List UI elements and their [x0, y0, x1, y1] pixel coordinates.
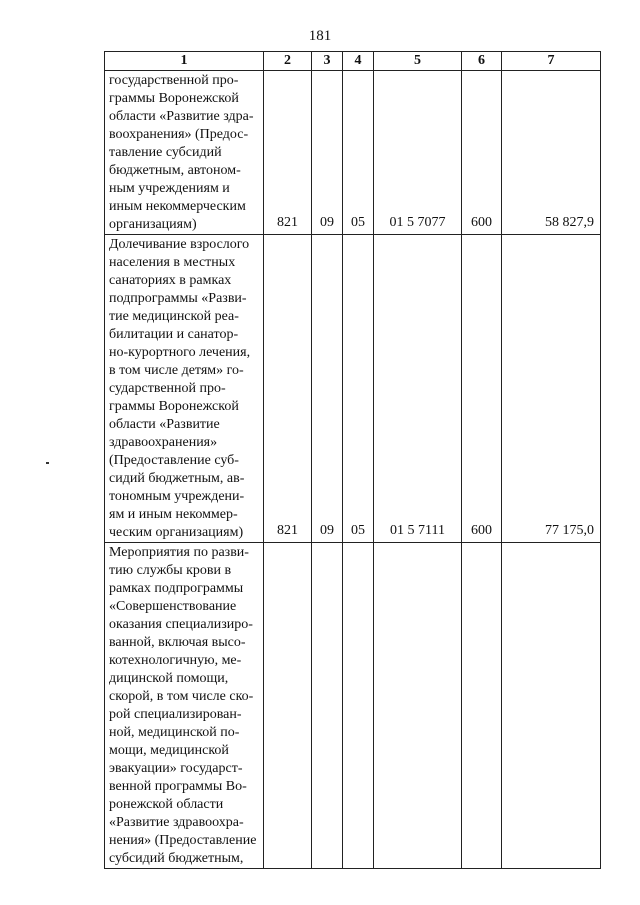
description-line: сидий бюджетным, ав-	[109, 471, 245, 486]
description-line: бюджетным, автоном-	[109, 163, 241, 178]
description-line: иным некоммерческим	[109, 199, 246, 214]
description-line: ям и иным некоммер-	[109, 507, 238, 522]
header-col-6: 6	[462, 52, 502, 71]
row-description	[105, 71, 264, 235]
cell-subsection: 05	[343, 71, 374, 235]
header-row	[105, 52, 601, 71]
cell-section: 09	[312, 235, 343, 543]
page-number: 181	[308, 28, 332, 44]
description-line: санаториях в рамках	[109, 273, 232, 288]
description-line: Долечивание взрослого	[109, 237, 250, 252]
description-line: области «Развитие здра-	[109, 109, 254, 124]
description-line: скорой, в том числе ско-	[109, 689, 254, 704]
scan-speck	[46, 462, 49, 464]
description-line: венной программы Во-	[109, 779, 247, 794]
description-line: Мероприятия по разви-	[109, 545, 249, 560]
description-line: (Предоставление суб-	[109, 453, 239, 468]
description-line: рой специализирован-	[109, 707, 242, 722]
cell-amount: 77 175,0	[502, 235, 601, 543]
description-line: «Совершенствование	[109, 599, 237, 614]
cell-target-article	[374, 543, 462, 869]
table-row	[105, 71, 601, 235]
header-col-4: 4	[343, 52, 374, 71]
budget-table	[104, 51, 601, 869]
description-line: оказания специализиро-	[109, 617, 253, 632]
description-line: мощи, медицинской	[109, 743, 229, 758]
description-line: но-курортного лечения,	[109, 345, 251, 360]
description-line: государственной про-	[109, 73, 239, 88]
cell-expense-type: 600	[462, 235, 502, 543]
description-line: билитации и санатор-	[109, 327, 239, 342]
header-col-5: 5	[374, 52, 462, 71]
description-line: граммы Воронежской	[109, 91, 239, 106]
description-line: эвакуации» государст-	[109, 761, 243, 776]
description-line: в том числе детям» го-	[109, 363, 244, 378]
cell-subsection	[343, 543, 374, 869]
cell-ministry: 821	[264, 71, 312, 235]
description-line: ной, медицинской по-	[109, 725, 240, 740]
description-line: субсидий бюджетным,	[109, 851, 244, 866]
description-line: тавление субсидий	[109, 145, 222, 160]
description-line: тономным учреждени-	[109, 489, 245, 504]
cell-section: 09	[312, 71, 343, 235]
header-col-3: 3	[312, 52, 343, 71]
description-line: котехнологичную, ме-	[109, 653, 242, 668]
row-description	[105, 235, 264, 543]
cell-ministry	[264, 543, 312, 869]
description-line: здравоохранения»	[109, 435, 218, 450]
cell-target-article: 01 5 7111	[374, 235, 462, 543]
header-col-2: 2	[264, 52, 312, 71]
header-col-1: 1	[105, 52, 264, 71]
description-line: ронежской области	[109, 797, 224, 812]
description-line: сударственной про-	[109, 381, 226, 396]
cell-expense-type	[462, 543, 502, 869]
row-description	[105, 543, 264, 869]
description-line: рамках подпрограммы	[109, 581, 244, 596]
table-row	[105, 235, 601, 543]
description-line: граммы Воронежской	[109, 399, 239, 414]
description-line: ческим организациям)	[109, 525, 244, 540]
description-line: области «Развитие	[109, 417, 220, 432]
cell-amount	[502, 543, 601, 869]
cell-expense-type: 600	[462, 71, 502, 235]
description-line: ванной, включая высо-	[109, 635, 246, 650]
description-line: «Развитие здравоохра-	[109, 815, 244, 830]
description-line: воохранения» (Предос-	[109, 127, 249, 142]
description-line: тию службы крови в	[109, 563, 232, 578]
description-line: дицинской помощи,	[109, 671, 229, 686]
cell-ministry: 821	[264, 235, 312, 543]
cell-target-article: 01 5 7077	[374, 71, 462, 235]
description-line: организациям)	[109, 217, 197, 232]
description-line: населения в местных	[109, 255, 236, 270]
cell-subsection: 05	[343, 235, 374, 543]
description-line: ным учреждениям и	[109, 181, 230, 196]
description-line: тие медицинской реа-	[109, 309, 239, 324]
header-col-7: 7	[502, 52, 601, 71]
description-line: подпрограммы «Разви-	[109, 291, 247, 306]
cell-amount: 58 827,9	[502, 71, 601, 235]
description-line: нения» (Предоставление	[109, 833, 257, 848]
table-row	[105, 543, 601, 869]
cell-section	[312, 543, 343, 869]
